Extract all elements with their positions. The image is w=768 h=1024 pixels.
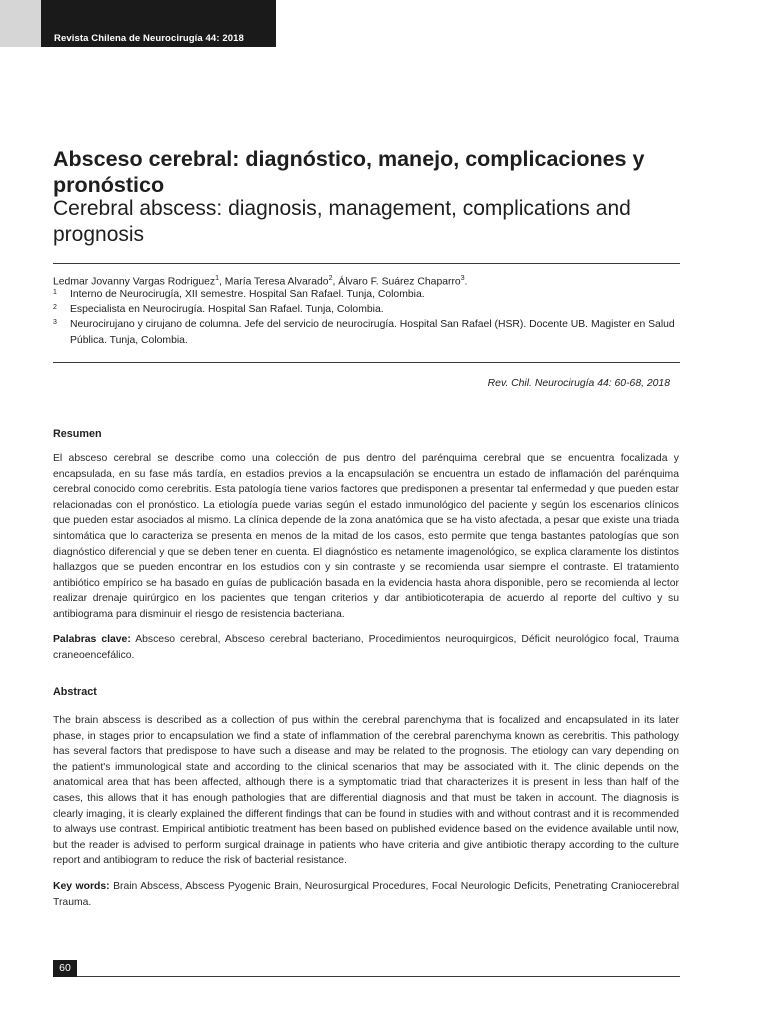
- affiliation-number: 3: [53, 319, 57, 326]
- journal-header-bar: [41, 0, 276, 47]
- abstract-heading: Abstract: [53, 686, 97, 698]
- author-superscript: 1: [215, 275, 220, 282]
- affiliation-number: 2: [53, 304, 57, 311]
- key-words-text: Brain Abscess, Abscess Pyogenic Brain, Neurosurgical Procedures, Focal Neurologic Deficits, Penetrating Craniocerebral Trauma.: [53, 881, 679, 908]
- author-name: María Teresa Alvarado: [224, 276, 329, 288]
- affiliation-rule: [53, 362, 680, 363]
- author-name: Álvaro F. Suárez Chaparro: [338, 276, 461, 288]
- key-words-label: Key words:: [53, 881, 110, 892]
- header-gray-block: [0, 0, 41, 47]
- abstract-text: The brain abscess is described as a collection of pus within the cerebral parenchyma that is focalized and encapsulated in its later phase, in stages prior to encapsulation we find a state of inflammation of the cerebral parenchyma known as cerebritis. This pathology has several factors that predispose to have such a disease and may be related to the prognosis. The etiology can vary depending on the patient's immunological state and according to the clinical scenarios that may be associated with it. The clinic depends on the anatomical area that has been affected, although there is a symptomatic triad that characterizes it is present in less than half of the cases, this allows that it has enough pathologies that are differential diagnosis and that must be taken in account. The diagnosis is clearly imaging, it is clearly explained the different findings that can be found in studies with and without contrast and it is recommended to always use contrast. Empirical antibiotic treatment has been based on published evidence based on the evidence available until now, but the reader is advised to perform surgical drainage in patients who have criteria and give antibiotic therapy according to the culture report and antibiogram to reduce the risk of bacterial resistance.: [53, 715, 679, 867]
- palabras-clave-label: Palabras clave:: [53, 634, 131, 645]
- top-rule: [53, 263, 680, 264]
- footer-rule: [77, 976, 680, 977]
- affiliation-text: Interno de Neurocirugía, XII semestre. Hospital San Rafael. Tunja, Colombia.: [70, 289, 425, 300]
- affiliation-item: [53, 287, 683, 303]
- title-english: Cerebral abscess: diagnosis, management, complications and prognosis: [53, 197, 631, 246]
- author-separator: ,: [332, 276, 339, 288]
- author-superscript: 2: [328, 275, 333, 282]
- affiliation-item: [53, 302, 683, 318]
- title-spanish: Absceso cerebral: diagnóstico, manejo, complicaciones y pronóstico: [53, 147, 645, 197]
- affiliation-item: [53, 317, 683, 348]
- resumen-heading: Resumen: [53, 428, 102, 440]
- palabras-clave: [53, 632, 679, 663]
- affiliation-text: Especialista en Neurocirugía. Hospital San Rafael. Tunja, Colombia.: [70, 304, 384, 315]
- page-number: 60: [53, 960, 77, 977]
- author-name: Ledmar Jovanny Vargas Rodriguez: [53, 276, 216, 288]
- author-separator: ,: [219, 276, 225, 288]
- affiliation-number: 1: [53, 289, 57, 296]
- citation: Rev. Chil. Neurocirugía 44: 60-68, 2018: [487, 378, 670, 389]
- key-words: [53, 879, 679, 910]
- palabras-clave-text: Absceso cerebral, Absceso cerebral bacteriano, Procedimientos neuroquirgicos, Déficit neurológico focal, Trauma craneoencefálico.: [53, 634, 679, 661]
- resumen-text: El absceso cerebral se describe como una colección de pus dentro del parénquima cerebral que se encuentra focalizada y encapsulada, en su fase más tardía, en estadios previos a la encapsulación se encuentra un estado de inflamación del parénquima cerebral conocido como cerebritis. Esta patología tiene varios factores que predisponen a presentar tal enfermedad y que pueden estar relacionadas con el pronóstico. La etiología puede varias según el estado inmunológico del paciente y según los escenarios clínicos que pueden estar asociados al mismo. La clínica depende de la zona anatómica que se ha visto afectada, a pesar que existe una triada sintomática que lo caracteriza se presenta en menos de la mitad de los casos, esto permite que tenga bastantes patologías que son diagnóstico diferencial y que se deben tener en cuenta. El diagnóstico es netamente imagenológico, se explica claramente los distintos hallazgos que se pueden encontrar en los estudios con y sin contraste y se recomienda usar siempre el contraste. El tratamiento antibiótico empírico se ha basado en guías de publicación basada en la evidencia hasta ahora disponible, pero se recomienda al lector realizar drenaje quirúrgico en los pacientes que tengan criterios y dar antibioticoterapia de acuerdo al reporte del cultivo y su antibiograma para disminuir el riesgo de resistencia bacteriana.: [53, 453, 679, 620]
- journal-name: Revista Chilena de Neurocirugía 44: 2018: [54, 33, 244, 44]
- author-superscript: 3: [460, 275, 465, 282]
- affiliation-text: Neurocirujano y cirujano de columna. Jefe del servicio de neurocirugía. Hospital San Rafael (HSR). Docente UB. Magister en Salud Pública. Tunja, Colombia.: [70, 319, 675, 346]
- author-separator: .: [464, 276, 468, 288]
